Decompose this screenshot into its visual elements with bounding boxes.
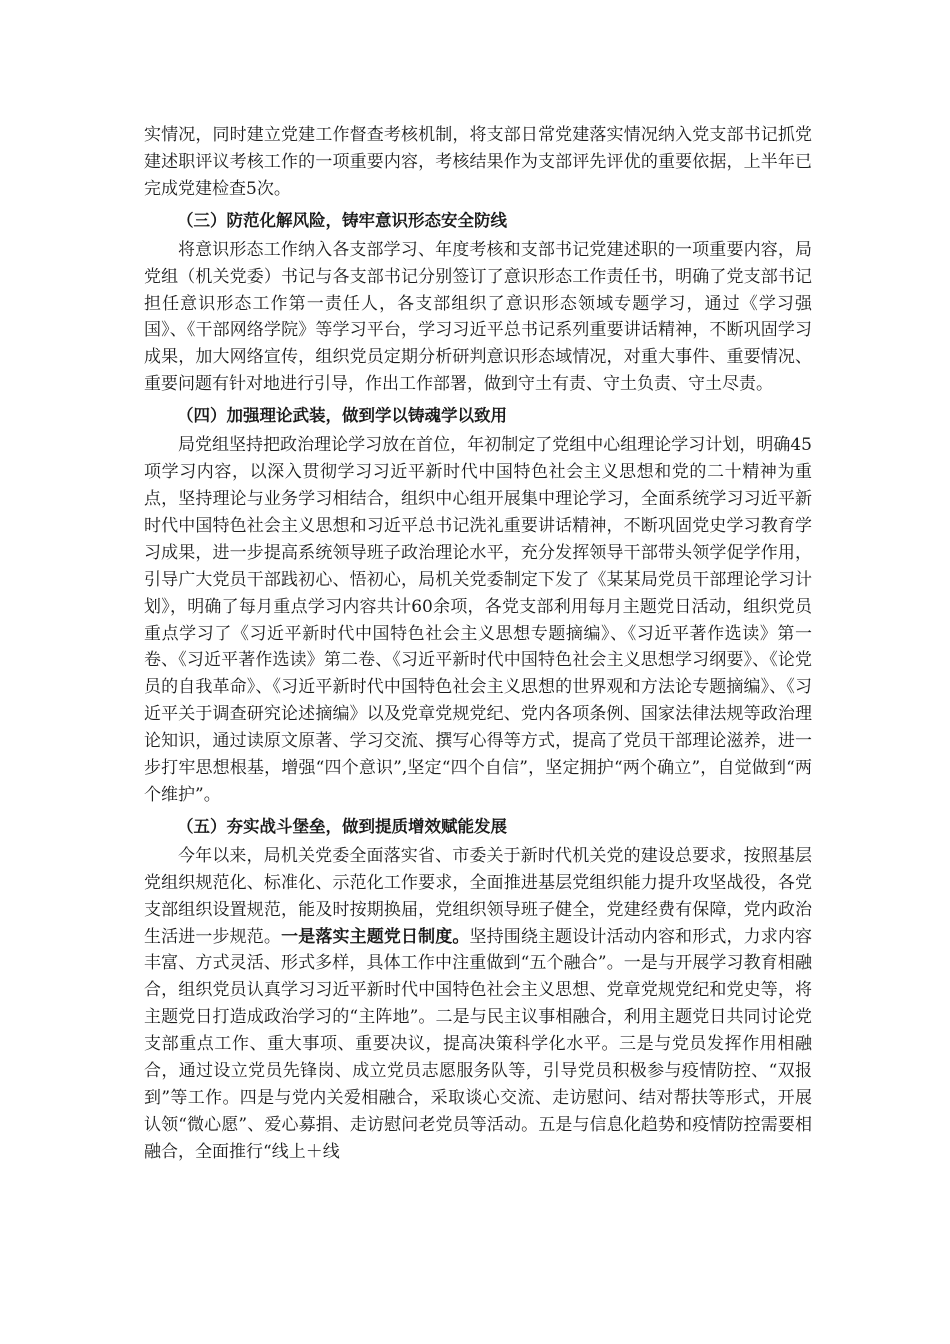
- paragraph-party-building: [144, 843, 812, 1166]
- section-heading-3: （三）防范化解风险，铸牢意识形态安全防线: [177, 210, 507, 230]
- paragraph-continuation: 实情况，同时建立党建工作督查考核机制，将支部日常党建落实情况纳入党支部书记抓党建述职评议考核工作的一项重要内容，考核结果作为支部评先评优的重要依据，上半年已完成党建检查5次。: [144, 125, 812, 199]
- document-body: [144, 122, 812, 1166]
- paragraph-text-rest: 坚持围绕主题设计活动内容和形式，力求内容丰富、方式灵活、形式多样，具体工作中注重做到“五个融合”。一是与开展学习教育相融合，组织党员认真学习习近平新时代中国特色社会主义思想、党章党规党纪和党史等，将主题党日打造成政治学习的“主阵地”。二是与民主议事相融合，利用主题党日共同讨论党支部重点工作、重大事项、重要决议，提高决策科学化水平。三是与党员发挥作用相融合，通过设立党员先锋岗、成立党员志愿服务队等，引导党员积极参与疫情防控、“双报到”等工作。四是与党内关爱相融合，采取谈心交流、走访慰问、结对帮扶等形式，开展认领“微心愿”、爱心募捐、走访慰问老党员等活动。五是与信息化趋势和疫情防控需要相融合，全面推行“线上＋线: [144, 926, 813, 1162]
- bold-subpoint: 一是落实主题党日制度。: [281, 926, 470, 947]
- section-heading-5: （五）夯实战斗堡垒，做到提质增效赋能发展: [177, 816, 507, 836]
- paragraph-ideology: 将意识形态工作纳入各支部学习、年度考核和支部书记党建述职的一项重要内容，局党组（机关党委）书记与各支部书记分别签订了意识形态工作责任书，明确了党支部书记担任意识形态工作第一责任人，各支部组织了意识形态领域专题学习，通过《学习强国》、《干部网络学院》等学习平台，学习习近平总书记系列重要讲话精神，不断巩固学习成果，加大网络宣传，组织党员定期分析研判意识形态域情况，对重大事件、重要情况、重要问题有针对地进行引导，作出工作部署，做到守土有责、守土负责、守土尽责。: [144, 239, 812, 395]
- paragraph-text-lead: 今年以来，局机关党委全面落实省、市委关于新时代机关党的建设总要求，按照基层党组织规范化、标准化、示范化工作要求，全面推进基层党组织能力提升攻坚战役，各党支部组织设置规范，能及时按期换届，党组织领导班子健全，党建经费有保障，党内政治生活进一步规范。: [144, 845, 812, 947]
- section-heading-4: （四）加强理论武装，做到学以铸魂学以致用: [177, 406, 507, 426]
- paragraph-theory-study: 局党组坚持把政治理论学习放在首位，年初制定了党组中心组理论学习计划，明确45项学习内容，以深入贯彻学习习近平新时代中国特色社会主义思想和党的二十精神为重点，坚持理论与业务学习相结合，组织中心组开展集中理论学习，全面系统学习习近平新时代中国特色社会主义思想和习近平总书记洗礼重要讲话精神，不断巩固党史学习教育学习成果，进一步提高系统领导班子政治理论水平，充分发挥领导干部带头领学促学作用，引导广大党员干部践初心、悟初心，局机关党委制定下发了《某某局党员干部理论学习计划》，明确了每月重点学习内容共计60余项，各党支部利用每月主题党日活动，组织党员重点学习了《习近平新时代中国特色社会主义思想专题摘编》、《习近平著作选读》第一卷、《习近平著作选读》第二卷、《习近平新时代中国特色社会主义思想学习纲要》、《论党员的自我革命》、《习近平新时代中国特色社会主义思想的世界观和方法论专题摘编》、《习近平关于调查研究论述摘编》以及党章党规党纪、党内各项条例、国家法律法规等政治理论知识，通过读原文原著、学习交流、撰写心得等方式，提高了党员干部理论滋养，进一步打牢思想根基，增强“四个意识”,坚定“四个自信”，坚定拥护“两个确立”，自觉做到“两个维护”。: [144, 435, 812, 805]
